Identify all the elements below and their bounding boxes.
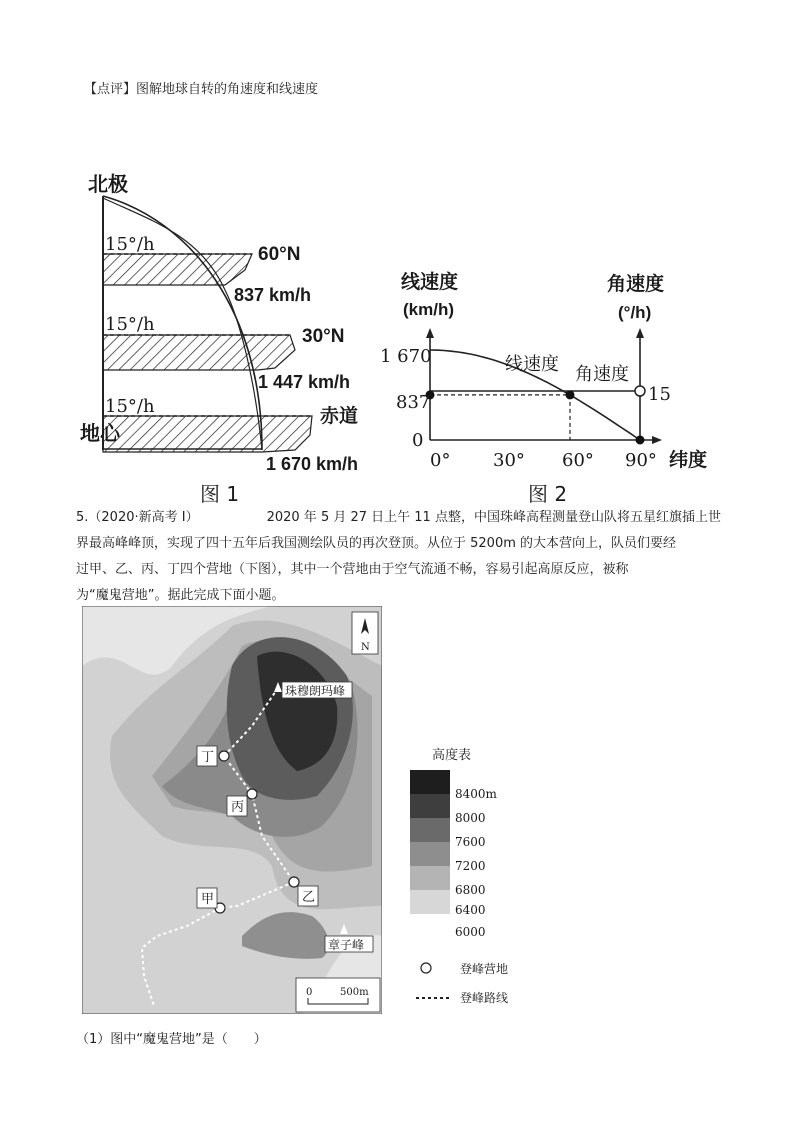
legend-8400: 8400m <box>455 787 497 801</box>
everest-map <box>82 606 382 1014</box>
speed-0-label: 1 670 km/h <box>266 454 359 474</box>
speed-30-label: 1 447 km/h <box>258 372 351 392</box>
point-60-lat <box>566 390 575 399</box>
legend-route-label: 登峰路线 <box>460 991 509 1005</box>
question-line-3: 过甲、乙、丙、丁四个营地（下图），其中一个营地由于空气流通不畅，容易引起高原反应，被称 <box>76 562 629 577</box>
y-tick-837: 837 <box>396 392 431 413</box>
camp-bing-label: 丙 <box>231 800 245 815</box>
scale-500: 500m <box>340 987 369 998</box>
comment-line: 【点评】图解地球自转的角速度和线速度 <box>84 82 319 97</box>
peak-label: 珠穆朗玛峰 <box>285 684 346 698</box>
y-left-label: 线速度 <box>401 272 459 293</box>
y-tick-0: 0 <box>412 430 424 451</box>
camp-yi-label: 乙 <box>302 890 316 905</box>
earth-center-label: 地心 <box>80 423 120 445</box>
angular-0-label: 15°/h <box>105 396 155 417</box>
question-number: 5.（2020·新高考 I） <box>76 510 199 525</box>
figure-2-caption: 图 2 <box>528 482 568 506</box>
legend-6400: 6400 <box>455 903 486 917</box>
figure-2 <box>380 270 707 471</box>
legend-camp-label: 登峰营地 <box>460 962 509 976</box>
y-left-unit: (km/h) <box>403 300 454 319</box>
series-linear-label: 线速度 <box>505 354 559 375</box>
x-tick-0: 0° <box>430 450 451 471</box>
legend-7200: 7200 <box>455 859 486 873</box>
angular-30-label: 15°/h <box>105 314 155 335</box>
y-right-unit: (°/h) <box>618 303 652 322</box>
x-tick-90: 90° <box>625 450 657 471</box>
y-right-tick-15: 15 <box>648 384 671 405</box>
legend-symbols <box>416 960 596 1010</box>
point-angular-15 <box>635 386 645 396</box>
legend-8000: 8000 <box>455 811 486 825</box>
question-paragraph <box>76 505 736 609</box>
scale-zero: 0 <box>306 987 313 998</box>
lat-30-label: 30°N <box>302 326 345 347</box>
angular-60-label: 15°/h <box>105 234 155 255</box>
x-axis-label: 纬度 <box>669 450 708 471</box>
legend-7600: 7600 <box>455 835 486 849</box>
equator-label: 赤道 <box>320 406 359 427</box>
rotation-figures <box>0 160 800 510</box>
north-arrow-label: N <box>361 642 370 653</box>
sub-question: （1）图中“魔鬼营地”是（ ） <box>76 1032 267 1047</box>
altitude-legend <box>410 770 550 940</box>
peak2-label: 章子峰 <box>328 938 365 952</box>
legend-title: 高度表 <box>432 748 472 763</box>
legend-6800: 6800 <box>455 883 486 897</box>
question-line-1: 2020 年 5 月 27 日上午 11 点整，中国珠峰高程测量登山队将五星红旗插上世 <box>266 510 721 525</box>
x-tick-30: 30° <box>493 450 525 471</box>
camp-ding-label: 丁 <box>201 750 215 765</box>
question-line-2: 界最高峰峰顶，实现了四十五年后我国测绘队员的再次登顶。从位于 5200m 的大本营向上，队员们要经 <box>76 536 677 551</box>
figure-1 <box>80 172 358 474</box>
camp-jia-label: 甲 <box>201 892 215 907</box>
question-line-4: 为“魔鬼营地”。据此完成下面小题。 <box>76 588 285 603</box>
y-right-label: 角速度 <box>607 274 665 295</box>
y-tick-1670: 1 670 <box>380 346 432 367</box>
figure-1-caption: 图 1 <box>200 482 240 506</box>
legend-6000: 6000 <box>455 925 486 939</box>
camp-legend-icon <box>421 963 431 973</box>
north-pole-label: 北极 <box>88 174 128 196</box>
x-tick-60: 60° <box>562 450 594 471</box>
lat-60-label: 60°N <box>258 244 301 265</box>
series-angular-label: 角速度 <box>575 364 629 385</box>
point-90-lat <box>636 436 645 445</box>
speed-60-label: 837 km/h <box>234 285 312 305</box>
